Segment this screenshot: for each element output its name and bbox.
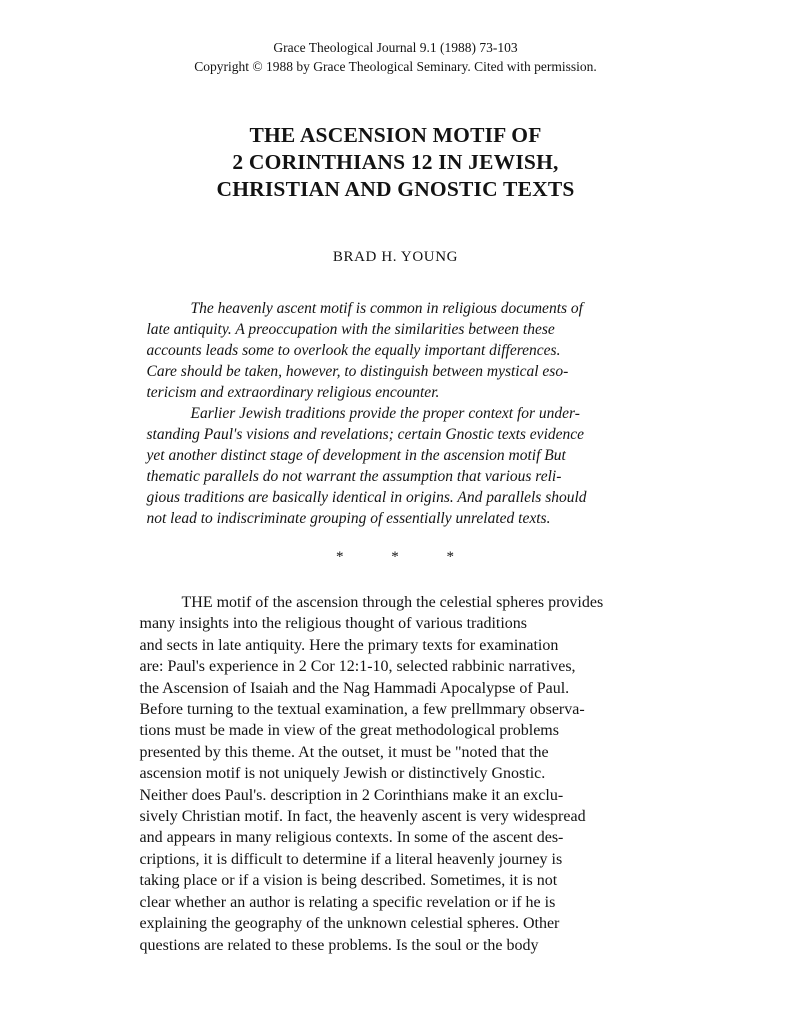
text-line: questions are related to these problems. Is the soul or the body [139, 936, 539, 954]
text-line: the Ascension of Isaiah and the Nag Hammadi Apocalypse of Paul. [139, 679, 570, 697]
author-name: BRAD H. YOUNG [332, 249, 459, 265]
text-line: tions must be made in view of the great methodological problems [139, 722, 559, 740]
text-line: gious traditions are basically identical in origins. And parallels should [146, 489, 587, 506]
copyright-line: Copyright © 1988 by Grace Theological Seminary. Cited with permission. [194, 59, 597, 74]
text-line: taking place or if a vision is being described. Sometimes, it is not [139, 872, 558, 890]
text-line: presented by this theme. At the outset, it must be "noted that the [139, 743, 549, 761]
text-line: Neither does Paul's. description in 2 Corinthians make it an exclu- [139, 786, 564, 804]
abstract-paragraph-1 [147, 298, 645, 403]
text-line: not lead to indiscriminate grouping of essentially unrelated texts. [146, 510, 551, 527]
text-line: are: Paul's experience in 2 Cor 12:1-10, selected rabbinic narratives, [139, 658, 576, 676]
journal-citation-line: Grace Theological Journal 9.1 (1988) 73-103 [273, 40, 518, 55]
text-line: yet another distinct stage of development in the ascension motif But [146, 447, 566, 464]
abstract-paragraph-2 [147, 403, 645, 529]
text-line: standing Paul's visions and revelations; certain Gnostic texts evidence [146, 426, 585, 443]
text-line: sively Christian motif. In fact, the heavenly ascent is very widespread [139, 808, 586, 826]
text-line: and sects in late antiquity. Here the primary texts for examination [139, 636, 559, 654]
text-line: criptions, it is difficult to determine if a literal heavenly journey is [139, 850, 563, 868]
text-line: explaining the geography of the unknown celestial spheres. Other [139, 915, 560, 933]
body-paragraph [140, 592, 652, 956]
text-line: The heavenly ascent motif is common in religious documents of [190, 300, 583, 317]
text-line: 2 CORINTHIANS 12 IN JEWISH, [232, 150, 559, 174]
text-line: CHRISTIAN AND GNOSTIC TEXTS [216, 177, 575, 201]
text-line: tericism and extraordinary religious encounter. [146, 384, 440, 401]
abstract [147, 298, 645, 529]
text-line: Earlier Jewish traditions provide the proper context for under- [190, 405, 580, 422]
text-line: many insights into the religious thought of various traditions [139, 615, 528, 633]
text-line: THE motif of the ascension through the celestial spheres provides [181, 594, 604, 611]
text-line: Before turning to the textual examination, a few prellmmary observa- [139, 701, 585, 719]
text-line: accounts leads some to overlook the equally important differences. [146, 342, 561, 359]
text-line: and appears in many religious contexts. In some of the ascent des- [139, 829, 564, 847]
text-line: Care should be taken, however, to distinguish between mystical eso- [146, 363, 569, 380]
text-line: THE ASCENSION MOTIF OF [249, 123, 542, 147]
text-line: late antiquity. A preoccupation with the similarities between these [146, 321, 555, 338]
text-line: clear whether an author is relating a specific revelation or if he is [139, 893, 556, 911]
section-separator: * * * [336, 549, 455, 565]
text-line: thematic parallels do not warrant the assumption that various reli- [146, 468, 562, 485]
text-line: ascension motif is not uniquely Jewish or distinctively Gnostic. [139, 765, 546, 783]
article-title [0, 122, 791, 203]
journal-header [0, 0, 791, 76]
